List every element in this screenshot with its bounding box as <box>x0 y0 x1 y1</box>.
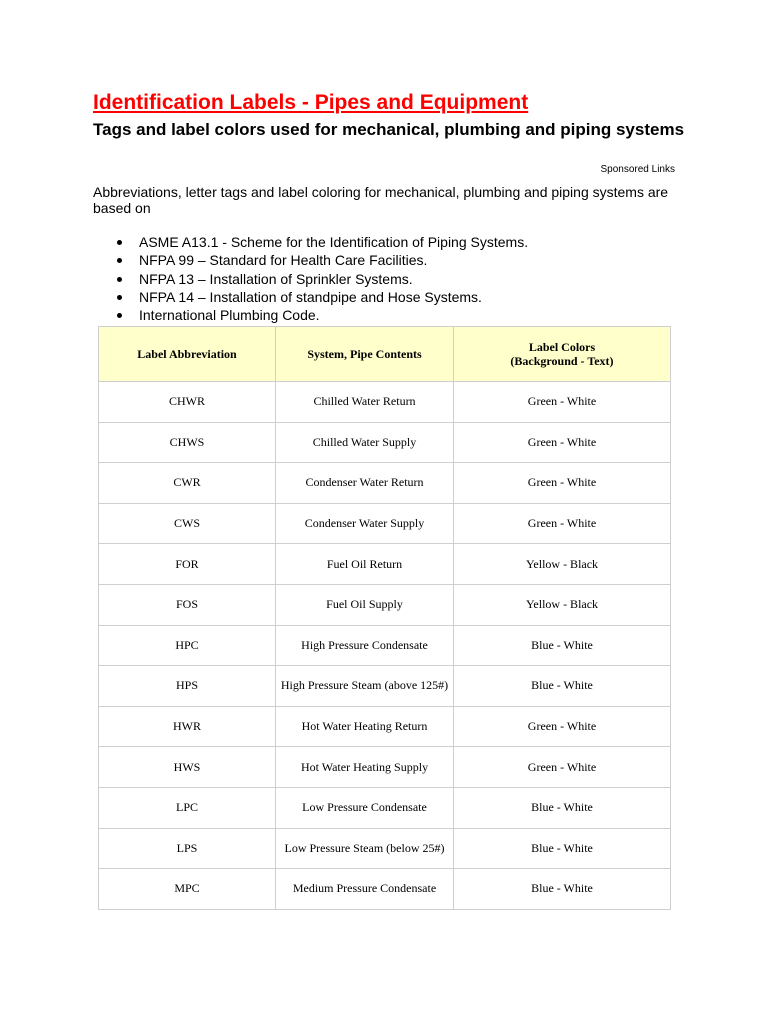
cell-label-abbreviation: LPC <box>99 787 276 828</box>
cell-pipe-contents: Hot Water Heating Return <box>276 706 454 747</box>
standards-list-item-text: ASME A13.1 - Scheme for the Identification of Piping Systems. <box>139 234 529 250</box>
cell-label-colors: Green - White <box>454 706 671 747</box>
cell-label-colors: Green - White <box>454 463 671 504</box>
cell-label-colors: Yellow - Black <box>454 584 671 625</box>
standards-list <box>93 233 528 324</box>
table-row <box>99 706 671 747</box>
cell-pipe-contents: Condenser Water Supply <box>276 503 454 544</box>
table-row <box>99 666 671 707</box>
cell-label-abbreviation: FOS <box>99 584 276 625</box>
bullet-icon <box>117 240 122 245</box>
cell-pipe-contents: High Pressure Condensate <box>276 625 454 666</box>
bullet-icon <box>117 313 122 318</box>
cell-pipe-contents: Low Pressure Condensate <box>276 787 454 828</box>
header-label-abbreviation: Label Abbreviation <box>99 327 276 382</box>
cell-pipe-contents: Medium Pressure Condensate <box>276 869 454 910</box>
cell-pipe-contents: Chilled Water Return <box>276 382 454 423</box>
table-body <box>99 382 671 910</box>
standards-list-item <box>93 251 528 269</box>
table-row <box>99 382 671 423</box>
cell-label-colors: Blue - White <box>454 666 671 707</box>
table-row <box>99 787 671 828</box>
table-row <box>99 463 671 504</box>
cell-label-abbreviation: LPS <box>99 828 276 869</box>
cell-label-abbreviation: HWS <box>99 747 276 788</box>
cell-pipe-contents: Low Pressure Steam (below 25#) <box>276 828 454 869</box>
table-row <box>99 625 671 666</box>
standards-list-item <box>93 288 528 306</box>
cell-label-colors: Blue - White <box>454 625 671 666</box>
cell-label-abbreviation: HPC <box>99 625 276 666</box>
cell-label-abbreviation: CWR <box>99 463 276 504</box>
cell-label-abbreviation: CHWS <box>99 422 276 463</box>
cell-label-abbreviation: CWS <box>99 503 276 544</box>
table-row <box>99 503 671 544</box>
bullet-icon <box>117 277 122 282</box>
cell-pipe-contents: Fuel Oil Supply <box>276 584 454 625</box>
table-header-row <box>99 327 671 382</box>
header-label-colors <box>454 327 671 382</box>
cell-label-abbreviation: CHWR <box>99 382 276 423</box>
cell-label-colors: Blue - White <box>454 828 671 869</box>
standards-list-item <box>93 233 528 251</box>
page-title: Identification Labels - Pipes and Equipment <box>93 91 529 114</box>
intro-paragraph: Abbreviations, letter tags and label coloring for mechanical, plumbing and piping systems are based on <box>93 184 669 216</box>
cell-label-colors: Blue - White <box>454 869 671 910</box>
bullet-icon <box>117 258 122 263</box>
table-row <box>99 584 671 625</box>
standards-list-item-text: NFPA 13 – Installation of Sprinkler Systems. <box>139 270 413 287</box>
standards-list-item-text: NFPA 99 – Standard for Health Care Facilities. <box>139 252 428 269</box>
standards-list-item <box>93 270 528 288</box>
standards-list-item-text: NFPA 14 – Installation of standpipe and Hose Systems. <box>139 288 482 305</box>
header-system-pipe-contents: System, Pipe Contents <box>276 327 454 382</box>
cell-label-colors: Green - White <box>454 747 671 788</box>
cell-pipe-contents: Condenser Water Return <box>276 463 454 504</box>
header-label-colors-line2: (Background - Text) <box>510 354 614 368</box>
cell-pipe-contents: Fuel Oil Return <box>276 544 454 585</box>
page-subtitle: Tags and label colors used for mechanical, plumbing and piping systems <box>93 120 685 139</box>
cell-label-colors: Green - White <box>454 422 671 463</box>
cell-label-colors: Blue - White <box>454 787 671 828</box>
standards-list-item <box>93 306 528 324</box>
table-row <box>99 869 671 910</box>
table-row <box>99 544 671 585</box>
cell-label-abbreviation: HPS <box>99 666 276 707</box>
sponsored-links-label[interactable]: Sponsored Links <box>600 164 675 175</box>
cell-label-colors: Green - White <box>454 382 671 423</box>
cell-pipe-contents: High Pressure Steam (above 125#) <box>276 666 454 707</box>
cell-label-abbreviation: HWR <box>99 706 276 747</box>
header-label-colors-line1: Label Colors <box>528 340 596 354</box>
table-row <box>99 828 671 869</box>
cell-pipe-contents: Hot Water Heating Supply <box>276 747 454 788</box>
table-row <box>99 747 671 788</box>
cell-label-colors: Yellow - Black <box>454 544 671 585</box>
table-row <box>99 422 671 463</box>
bullet-icon <box>117 295 122 300</box>
standards-list-item-text: International Plumbing Code. <box>139 307 320 324</box>
label-colors-table <box>98 326 671 910</box>
cell-label-abbreviation: MPC <box>99 869 276 910</box>
cell-label-colors: Green - White <box>454 503 671 544</box>
cell-label-abbreviation: FOR <box>99 544 276 585</box>
cell-pipe-contents: Chilled Water Supply <box>276 422 454 463</box>
